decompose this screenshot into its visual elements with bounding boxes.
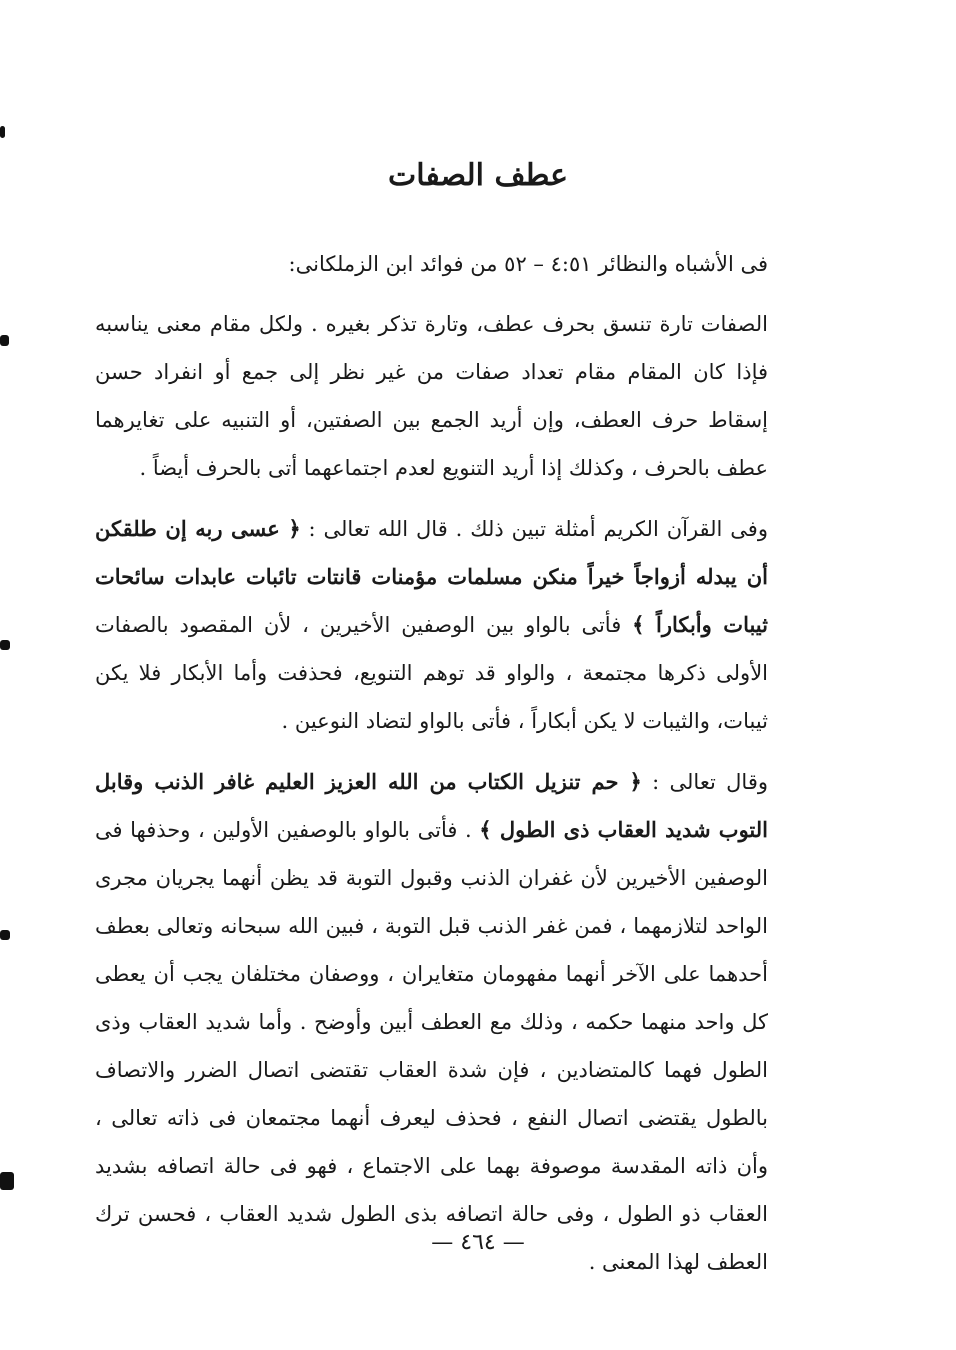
quran-quote: ﴿ حم تنزيل الكتاب من الله العزيز العليم غافر الذنب وقابل التوب شديد العقاب ذى الطول ﴾ bbox=[95, 769, 768, 842]
paragraph-3-body: . فأتى بالواو بالوصفين الأولين ، وحذفها فى الوصفين الأخيرين لأن غفران الذنب وقبول التوبة قد يظن أنهما يجريان مجرى الواحد لتلازمهما ، فمن غفر الذنب قبل التوبة ، فبين الله سبحانه وتعالى بعطف أحدهما على الآخر أنهما مفهومان متغايران ، ووصفان مختلفان يجب أن يعطى كل واحد منهما حكمه ، وذلك مع العطف أبين وأوضح . وأما شديد العقاب وذى الطول فهما كالمتضادين ، فإن شدة العقاب تقتضى اتصال الضرر والاتصاف بالطول يقتضى اتصال النفع ، فحذف ليعرف أنهما مجتمعان فى ذاته تعالى ، وأن ذاته المقدسة موصوفة بهما على الاجتماع ، فهو فى حالة اتصافه بشديد العقاب ذو الطول ، وفى حالة اتصافه بذى الطول شديد العقاب ، فحسن ترك العطف لهذا المعنى . bbox=[95, 818, 768, 1274]
scan-mark bbox=[0, 126, 5, 138]
source-line: فى الأشباه والنظائر ٤:٥١ – ٥٢ من فوائد ابن الزملكانى: bbox=[288, 252, 768, 276]
scan-mark bbox=[0, 640, 10, 650]
scan-mark bbox=[0, 335, 9, 346]
paragraph-3-intro: وقال تعالى : bbox=[641, 770, 768, 794]
page-number: — ٤٦٤ — bbox=[431, 1230, 525, 1255]
paragraph-2-body: فأتى بالواو بين الوصفين الأخيرين ، لأن المقصود بالصفات الأولى ذكرها مجتمعة ، والواو قد توهم التنويع، فحذفت وأما الأبكار فلا يكن ثيبات، والثيبات لا يكن أبكاراً ، فأتى بالواو لتضاد النوعين . bbox=[95, 613, 768, 733]
paragraph-1: الصفات تارة تنسق بحرف عطف، وتارة تذكر بغيره . ولكل مقام معنى يناسبه فإذا كان المقام مقام تعداد صفات من غير نظر إلى جمع أو انفراد حسن إسقاط حرف العطف، وإن أريد الجمع بين الصفتين، أو التنبيه على تغايرهما عطف بالحرف ، وكذلك إذا أريد التنويع لعدم اجتماعهما أتى بالحرف أيضاً . bbox=[95, 312, 768, 480]
paragraph-2-intro: وفى القرآن الكريم أمثلة تبين ذلك . قال الله تعالى : bbox=[300, 517, 768, 541]
paragraph-2 bbox=[95, 505, 816, 745]
body-text bbox=[95, 240, 816, 1299]
scan-mark bbox=[0, 930, 10, 940]
page-title: عطف الصفات bbox=[387, 158, 569, 193]
paragraph-3 bbox=[95, 758, 816, 1286]
quran-quote: ﴿ عسى ربه إن طلقكن أن يبدله أزواجاً خيراً منكن مسلمات مؤمنات قانتات تائبات عابدات سائحات ثيبات وأبكاراً ﴾ bbox=[95, 516, 768, 637]
scan-mark bbox=[0, 1172, 14, 1190]
